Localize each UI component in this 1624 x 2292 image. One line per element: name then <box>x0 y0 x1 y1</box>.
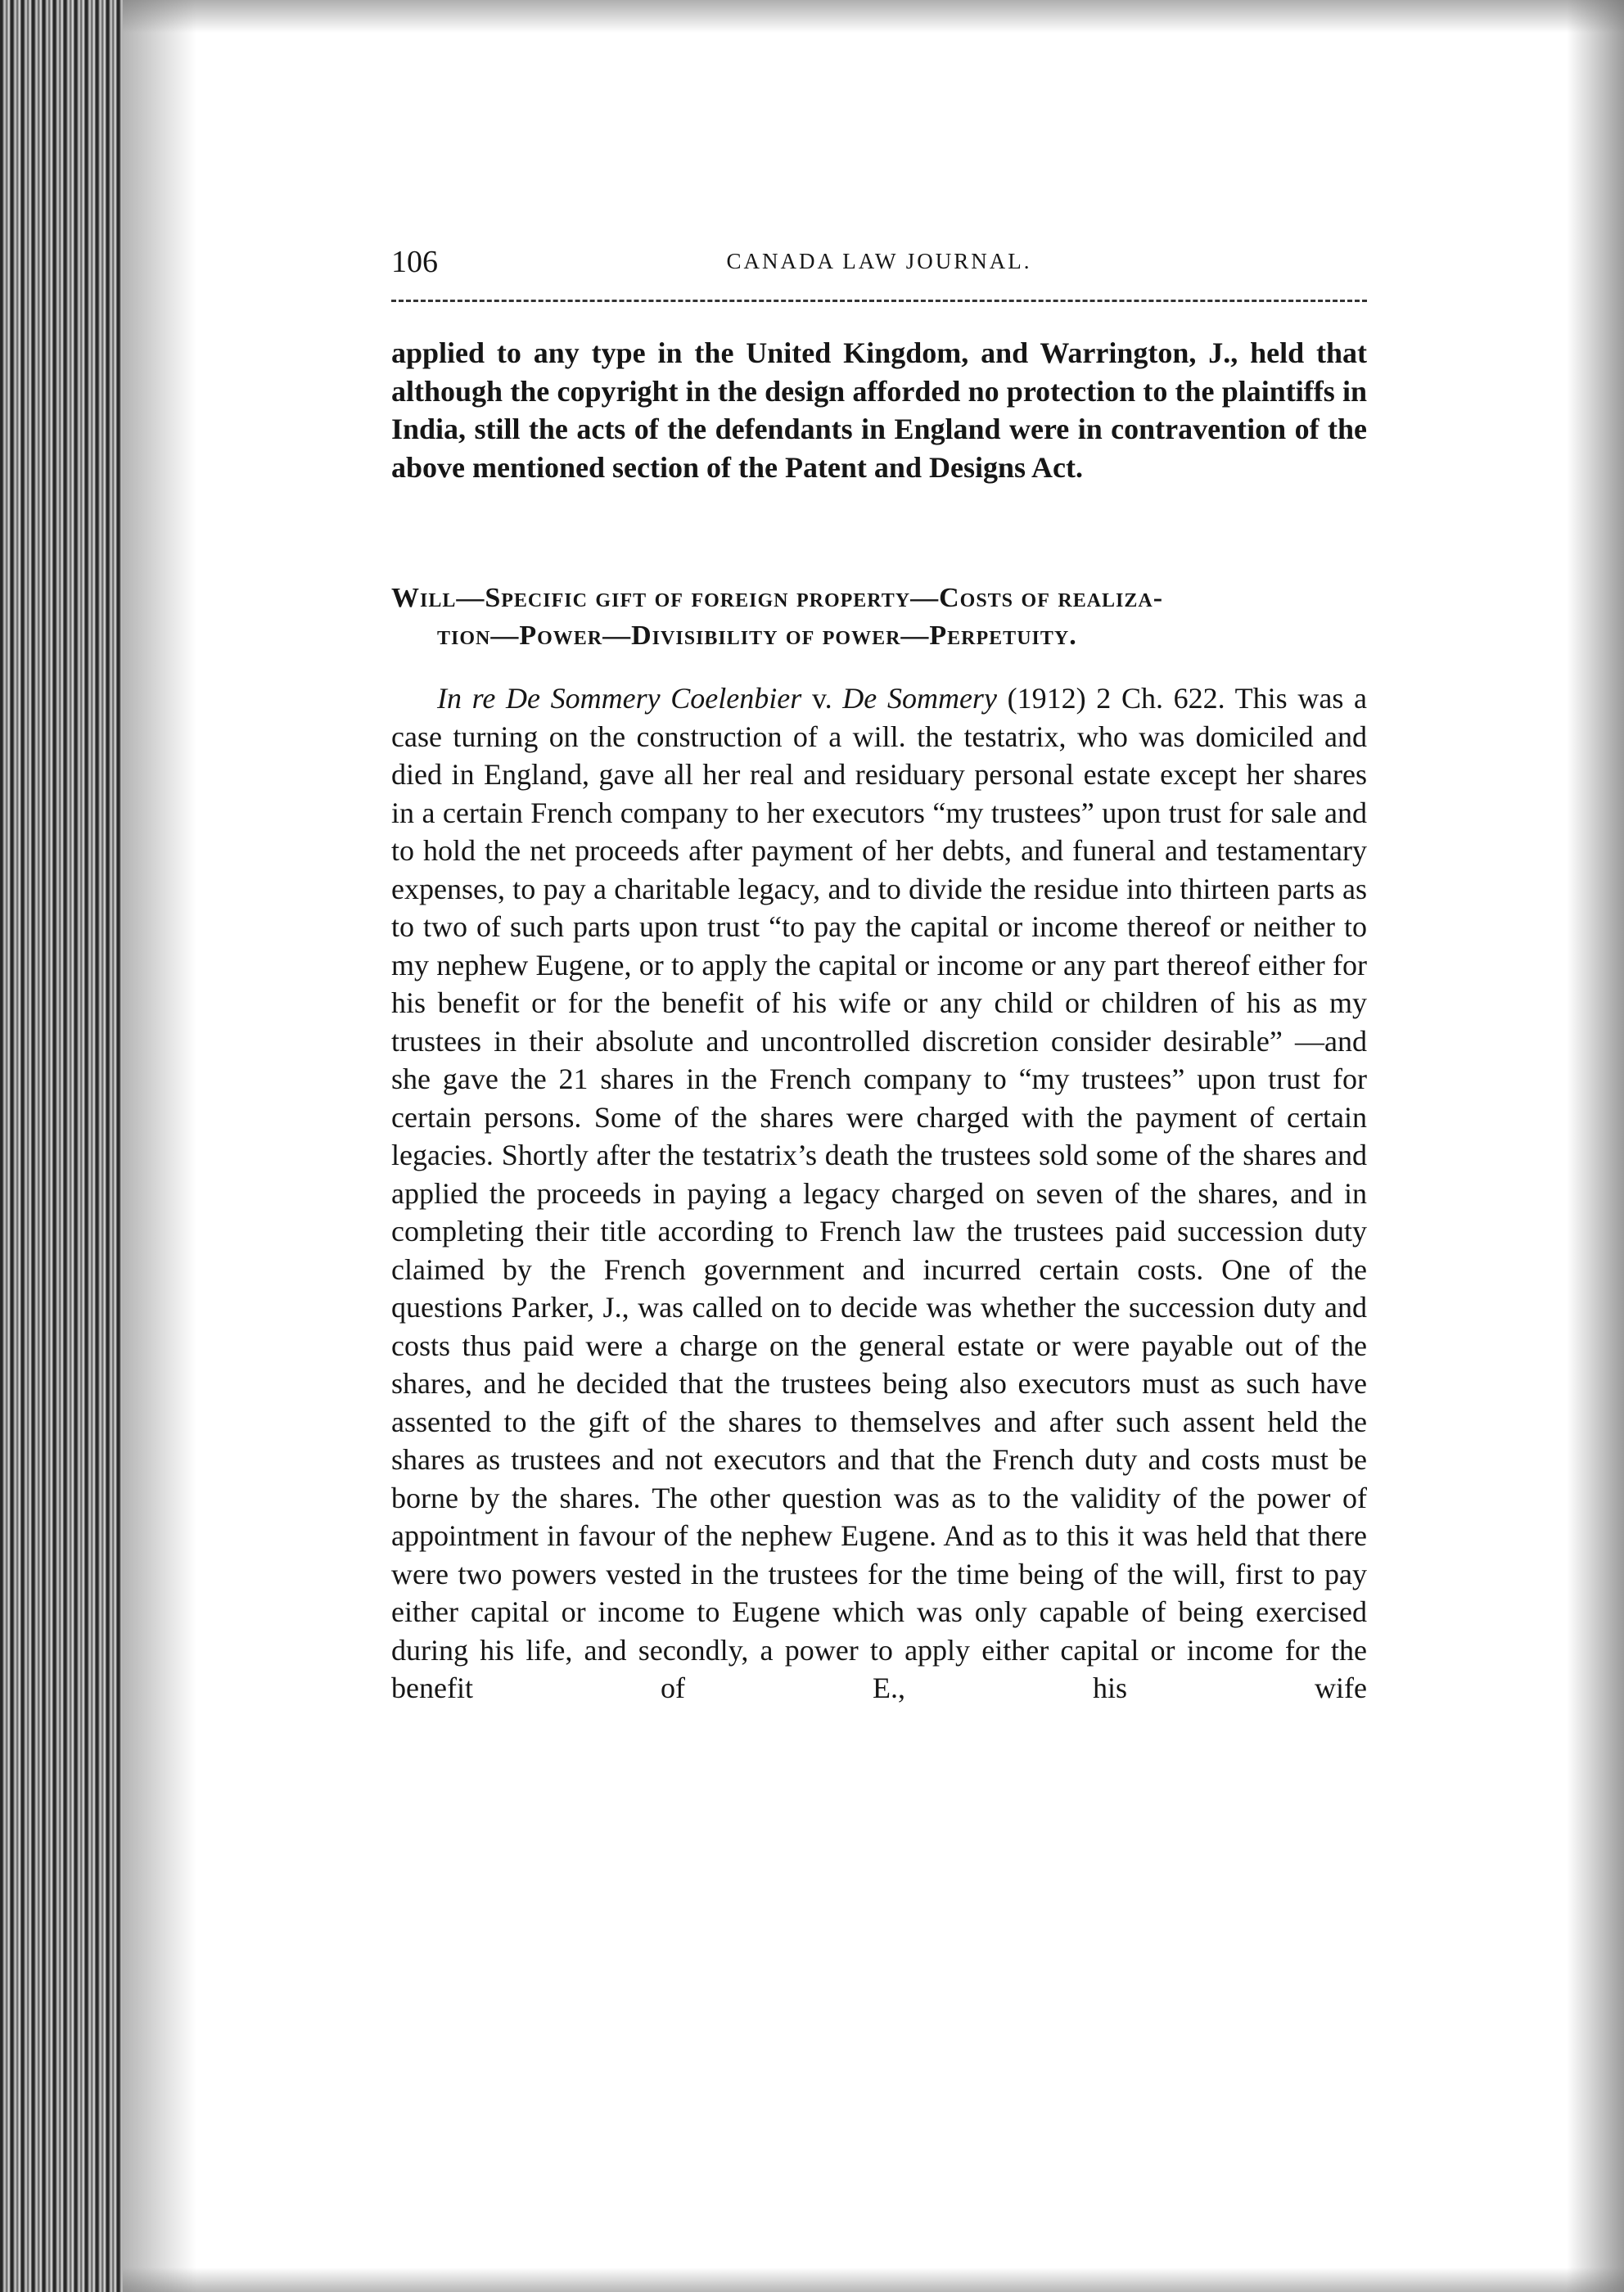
page-number: 106 <box>391 245 438 279</box>
case-name-part-1: In re De Sommery Coelenbier <box>437 682 802 715</box>
right-edge-shadow <box>1567 0 1624 2292</box>
bottom-edge-shadow <box>123 2267 1624 2292</box>
section-heading-line-1: Will—Specific gift of foreign property—Costs of realiza- <box>391 583 1164 613</box>
page-header <box>391 244 1367 285</box>
case-versus: v. <box>801 682 843 715</box>
case-body-text: (1912) 2 Ch. 622. This was a case turning on the construction of a will. the testatrix, who was domiciled and died in England, gave all her real and residuary personal estate except her shares in a certain French company to her executors “my trustees” upon trust for sale and to hold the net proceeds after payment of her debts, and funeral and testamentary expenses, to pay a charitable legacy, and to divide the residue into thirteen parts as to two of such parts upon trust “to pay the capital or income thereof or neither to my nephew Eugene, or to apply the capital or income or any part thereof either for his benefit or for the benefit of his wife or any child or children of his as my trustees in their absolute and uncontrolled discretion consider desirable” —and she gave the 21 shares in the French company to “my trustees” upon trust for certain persons. Some of the shares were charged with the payment of certain legacies. Shortly after the testatrix’s death the trustees sold some of the shares and applied the proceeds in paying a legacy charged on seven of the shares, and in completing their title according to French law the trustees paid succession duty claimed by the French government and incurred certain costs. One of the questions Parker, J., was called on to decide was whether the succession duty and costs thus paid were a charge on the general estate or were payable out of the shares, and he decided that the trustees being also executors must as such have assented to the gift of the shares to themselves and after such assent held the shares as trustees and not executors and that the French duty and costs must be borne by the shares. The other question was as to the validity of the power of appointment in favour of the nephew Eugene. And as to this it was held that there were two powers vested in the trustees for the time being of the will, first to pay either capital or income to Eugene which was only capable of being exercised during his life, and secondly, a power to apply either capital or income for the benefit of E., his wife <box>391 682 1367 1704</box>
top-edge-shadow <box>123 0 1624 33</box>
section-heading <box>391 580 1367 655</box>
body-paragraph <box>391 679 1367 1708</box>
running-title: CANADA LAW JOURNAL. <box>726 249 1032 273</box>
section-heading-line-2: tion—Power—Divisibility of power—Perpetuity. <box>437 620 1077 651</box>
binding-edge <box>0 0 123 2292</box>
intro-paragraph: applied to any type in the United Kingdom, and Warrington, J., held that although the copyright in the design afforded no protection to the plaintiffs in India, still the acts of the defendants in England were in contravention of the above mentioned section of the Patent and Designs Act. <box>391 336 1367 484</box>
case-name-part-2: De Sommery <box>842 682 997 715</box>
header-rule <box>391 300 1367 302</box>
binding-shadow <box>123 0 196 2292</box>
